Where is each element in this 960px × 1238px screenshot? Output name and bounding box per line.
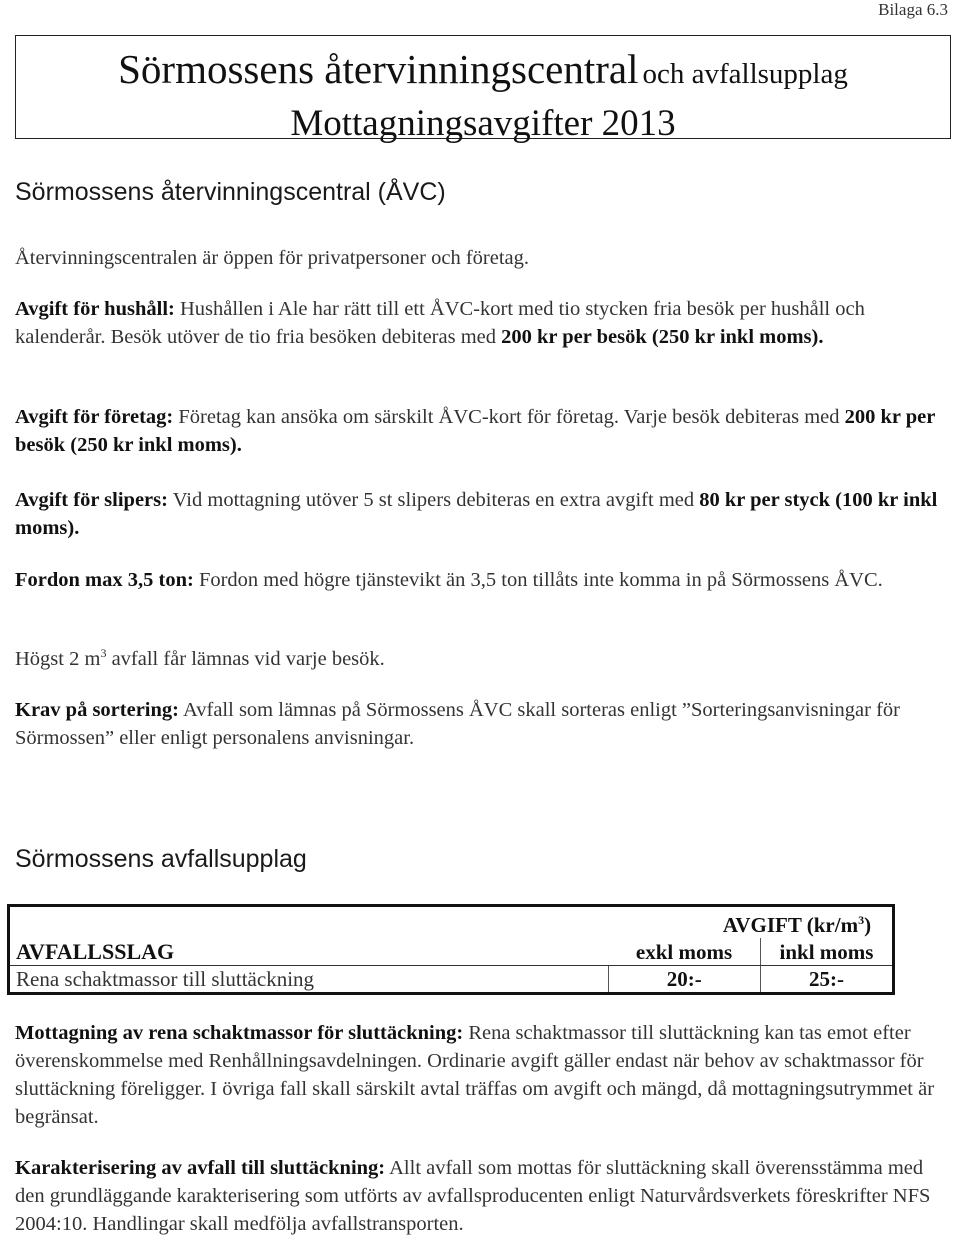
- hushall-fee: 200 kr per besök (250 kr inkl moms): [501, 326, 819, 348]
- table-cell-slag: Rena schaktmassor till sluttäckning: [9, 966, 609, 994]
- title-main: Sörmossens återvinningscentral: [118, 46, 639, 92]
- foretag-end: .: [236, 434, 242, 456]
- avc-heading: Sörmossens återvinningscentral (ÅVC): [15, 178, 446, 206]
- upplag-heading: Sörmossens avfallsupplag: [15, 845, 307, 873]
- title-box: [15, 35, 951, 144]
- paragraph-hogst: [15, 645, 950, 673]
- paragraph-krav: [15, 696, 950, 752]
- table-header-avfallsslag: AVFALLSSLAG: [9, 938, 609, 966]
- karakterisering-text: Allt avfall som mottas för sluttäckning skall överensstämma med den grundläggande karakterisering som utförts av avfallsproducenten enligt Naturvårdsverkets föreskrifter NFS 2004:10. Handlingar skall medfölja avfallstransporten.: [15, 1157, 931, 1235]
- table-cell-inkl: 25:-: [761, 966, 894, 994]
- karakterisering-label: Karakterisering av avfall till sluttäckning:: [15, 1157, 386, 1179]
- table-header-avgift: AVGIFT $(kr/m^3)$: [608, 906, 894, 938]
- hogst-sup: 3: [100, 646, 107, 661]
- table-cell-exkl: 20:-: [608, 966, 761, 994]
- avc-intro: Återvinningscentralen är öppen för privatpersoner och företag.: [15, 247, 530, 269]
- paragraph-karakterisering: [15, 1154, 950, 1238]
- fee-table: [7, 904, 895, 995]
- title-line-2: Mottagningsavgifter 2013: [290, 103, 676, 144]
- foretag-label: Avgift för företag:: [15, 406, 174, 428]
- hushall-label: Avgift för hushåll:: [15, 298, 175, 320]
- foretag-fee: 200 kr per besök (250 kr inkl moms): [15, 406, 935, 456]
- hushall-text: Hushållen i Ale har rätt till ett ÅVC-kort med tio stycken fria besök per hushåll och kalenderår. Besök utöver de tio fria besöken debiteras med: [15, 298, 865, 348]
- slipers-text: Vid mottagning utöver 5 st slipers debiteras en extra avgift med: [167, 489, 700, 511]
- title-line-1: [16, 46, 950, 102]
- paragraph-slipers: [15, 486, 950, 542]
- mottagning-label: Mottagning av rena schaktmassor för sluttäckning:: [15, 1022, 464, 1044]
- krav-text: Avfall som lämnas på Sörmossens ÅVC skall sorteras enligt ”Sorteringsanvisningar för Sörmossen” eller enligt personalens anvisningar.: [15, 699, 900, 749]
- paragraph-hushall: [15, 295, 950, 351]
- table-header-exkl: exkl moms: [608, 938, 761, 966]
- table-row: [9, 966, 894, 994]
- hogst-post: avfall får lämnas vid varje besök.: [106, 648, 385, 670]
- slipers-fee: 80 kr per styck (100 kr inkl moms): [15, 489, 938, 539]
- hushall-end: .: [818, 326, 824, 348]
- krav-label: Krav på sortering:: [15, 699, 179, 721]
- slipers-end: .: [74, 517, 80, 539]
- paragraph-mottagning: [15, 1019, 950, 1131]
- table-header-blank: [9, 906, 609, 938]
- fordon-label: Fordon max 3,5 ton:: [15, 569, 194, 591]
- fordon-text: Fordon med högre tjänstevikt än 3,5 ton tillåts inte komma in på Sörmossens ÅVC.: [193, 569, 883, 591]
- paragraph-fordon: [15, 566, 950, 594]
- attachment-label: Bilaga 6.3: [878, 0, 948, 19]
- table-header-inkl: inkl moms: [761, 938, 894, 966]
- mottagning-text: Rena schaktmassor till sluttäckning kan tas emot efter överenskommelse med Renhållningsavdelningen. Ordinarie avgift gäller endast när behov av schaktmassor för sluttäckning föreligger. I övriga fall skall särskilt avtal träffas om avgift och mängd, då mottagningsutrymmet är begränsat.: [15, 1022, 935, 1128]
- hogst-pre: Högst 2 m: [15, 648, 101, 670]
- slipers-label: Avgift för slipers:: [15, 489, 168, 511]
- foretag-text: Företag kan ansöka om särskilt ÅVC-kort för företag. Varje besök debiteras med: [173, 406, 845, 428]
- paragraph-foretag: [15, 403, 950, 459]
- title-sub: och avfallsupplag: [642, 58, 848, 90]
